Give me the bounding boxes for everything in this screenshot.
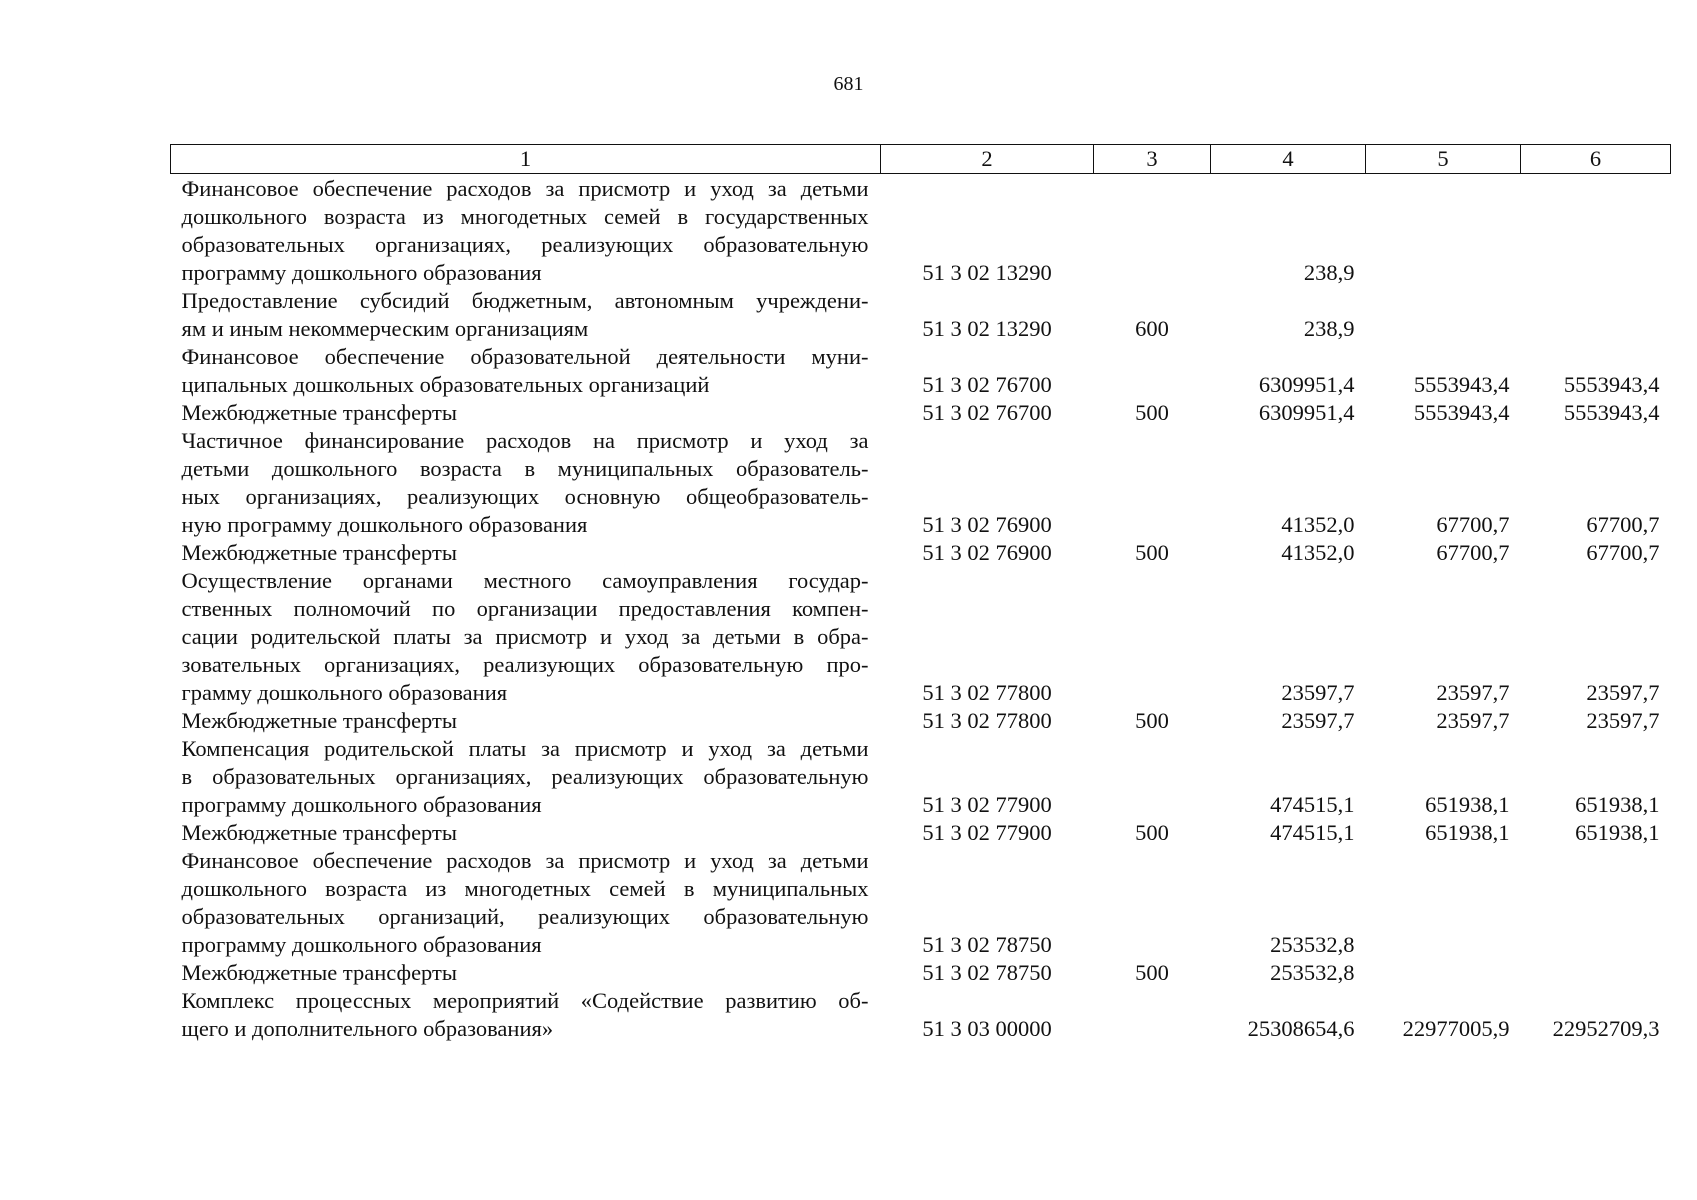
row-name-line: ципальных дошкольных образовательных организаций <box>181 372 710 397</box>
row-value-col4: 474515,1 <box>1270 820 1355 845</box>
header-col-5: 5 <box>1366 145 1521 174</box>
row-name-line: ственных полномочий по организации предоставления компен- <box>181 596 869 621</box>
row-name <box>171 427 881 539</box>
row-value-col6: 67700,7 <box>1586 512 1660 537</box>
row-name <box>171 343 881 399</box>
row-expense-type: 500 <box>1135 820 1169 845</box>
row-name-line: Межбюджетные трансферты <box>181 820 457 845</box>
table-row <box>171 174 1671 288</box>
row-name-line: программу дошкольного образования <box>181 932 542 957</box>
row-value-col6 <box>1521 959 1671 987</box>
row-name-line: в образовательных организациях, реализующих образовательную <box>181 764 869 789</box>
row-expense-type <box>1094 735 1211 819</box>
row-value-col6: 23597,7 <box>1586 680 1660 705</box>
row-value-col5: 67700,7 <box>1436 540 1510 565</box>
row-value-col4: 23597,7 <box>1281 680 1355 705</box>
row-name-line: образовательных организациях, реализующих образовательную <box>181 232 869 257</box>
header-row <box>171 145 1671 174</box>
table-row <box>171 343 1671 399</box>
row-expense-type: 500 <box>1135 400 1169 425</box>
row-code: 51 3 02 77800 <box>922 680 1052 705</box>
header-col-2: 2 <box>881 145 1094 174</box>
row-value-col6: 5553943,4 <box>1563 372 1660 397</box>
row-expense-type: 500 <box>1135 708 1169 733</box>
row-name <box>171 567 881 707</box>
row-name-line: детьми дошкольного возраста в муниципальных образователь- <box>181 456 869 481</box>
row-expense-type <box>1094 847 1211 959</box>
row-code: 51 3 02 76900 <box>922 512 1052 537</box>
table-header <box>171 145 1671 174</box>
row-code: 51 3 02 77900 <box>922 820 1052 845</box>
row-value-col5: 23597,7 <box>1436 680 1510 705</box>
page-number: 681 <box>833 73 864 95</box>
header-col-1: 1 <box>171 145 881 174</box>
row-expense-type <box>1094 567 1211 707</box>
row-code: 51 3 02 76900 <box>922 540 1052 565</box>
table-row <box>171 567 1671 707</box>
row-name <box>171 819 881 847</box>
row-code: 51 3 03 00000 <box>922 1016 1052 1041</box>
row-name <box>171 847 881 959</box>
row-value-col6 <box>1521 287 1671 343</box>
row-value-col5: 67700,7 <box>1436 512 1510 537</box>
row-name-line: программу дошкольного образования <box>181 260 542 285</box>
row-value-col5 <box>1366 847 1521 959</box>
row-value-col4: 474515,1 <box>1270 792 1355 817</box>
table-row <box>171 819 1671 847</box>
row-value-col4: 238,9 <box>1303 260 1355 285</box>
row-name-line: Частичное финансирование расходов на присмотр и уход за <box>181 428 869 453</box>
budget-table <box>170 144 1671 1043</box>
row-name-line: Предоставление субсидий бюджетным, автономным учреждени- <box>181 288 869 313</box>
row-expense-type: 500 <box>1135 960 1169 985</box>
table-body <box>171 174 1671 1044</box>
table-row <box>171 987 1671 1043</box>
row-name-line: сации родительской платы за присмотр и уход за детьми в обра- <box>181 624 869 649</box>
row-expense-type <box>1094 343 1211 399</box>
row-expense-type <box>1094 427 1211 539</box>
row-name-line: Комплекс процессных мероприятий «Содействие развитию об- <box>181 988 869 1013</box>
row-name-line: дошкольного возраста из многодетных семей в муниципальных <box>181 876 869 901</box>
row-code: 51 3 02 13290 <box>922 260 1052 285</box>
row-expense-type <box>1094 174 1211 288</box>
row-name-line: дошкольного возраста из многодетных семей в государственных <box>181 204 869 229</box>
row-name <box>171 987 881 1043</box>
row-expense-type: 500 <box>1135 540 1169 565</box>
row-code: 51 3 02 77800 <box>922 708 1052 733</box>
row-name-line: программу дошкольного образования <box>181 792 542 817</box>
row-name-line: Межбюджетные трансферты <box>181 400 457 425</box>
header-col-3: 3 <box>1094 145 1211 174</box>
row-name-line: образовательных организаций, реализующих образовательную <box>181 904 869 929</box>
header-col-4: 4 <box>1211 145 1366 174</box>
row-value-col5: 651938,1 <box>1425 820 1510 845</box>
row-value-col4: 253532,8 <box>1270 960 1355 985</box>
row-name <box>171 735 881 819</box>
row-expense-type: 600 <box>1135 316 1169 341</box>
row-code: 51 3 02 13290 <box>922 316 1052 341</box>
row-value-col5 <box>1366 959 1521 987</box>
table-row <box>171 287 1671 343</box>
row-value-col4: 6309951,4 <box>1258 372 1355 397</box>
row-value-col5: 5553943,4 <box>1413 400 1510 425</box>
row-name <box>171 707 881 735</box>
row-name-line: Межбюджетные трансферты <box>181 708 457 733</box>
table-row <box>171 539 1671 567</box>
row-value-col4: 23597,7 <box>1281 708 1355 733</box>
row-value-col4: 41352,0 <box>1281 512 1355 537</box>
row-name-line: Финансовое обеспечение расходов за присмотр и уход за детьми <box>181 176 869 201</box>
row-value-col6: 23597,7 <box>1586 708 1660 733</box>
row-value-col6: 67700,7 <box>1586 540 1660 565</box>
row-value-col5: 5553943,4 <box>1413 372 1510 397</box>
row-name-line: зовательных организациях, реализующих образовательную про- <box>181 652 869 677</box>
row-value-col4: 238,9 <box>1303 316 1355 341</box>
row-name-line: Финансовое обеспечение расходов за присмотр и уход за детьми <box>181 848 869 873</box>
row-name-line: Межбюджетные трансферты <box>181 540 457 565</box>
table-row <box>171 959 1671 987</box>
row-value-col6: 651938,1 <box>1575 820 1660 845</box>
row-name <box>171 539 881 567</box>
row-value-col5: 23597,7 <box>1436 708 1510 733</box>
row-code: 51 3 02 78750 <box>922 960 1052 985</box>
row-name <box>171 174 881 288</box>
row-code: 51 3 02 76700 <box>922 372 1052 397</box>
row-value-col6: 651938,1 <box>1575 792 1660 817</box>
row-value-col5 <box>1366 174 1521 288</box>
table-row <box>171 847 1671 959</box>
row-name-line: ям и иным некоммерческим организациям <box>181 316 589 341</box>
row-name-line: ную программу дошкольного образования <box>181 512 588 537</box>
row-value-col5: 651938,1 <box>1425 792 1510 817</box>
row-value-col6 <box>1521 174 1671 288</box>
table-row <box>171 735 1671 819</box>
row-value-col4: 25308654,6 <box>1247 1016 1355 1041</box>
table-row <box>171 399 1671 427</box>
row-value-col5: 22977005,9 <box>1402 1016 1510 1041</box>
row-name-line: грамму дошкольного образования <box>181 680 508 705</box>
row-value-col6 <box>1521 847 1671 959</box>
row-value-col6: 5553943,4 <box>1563 400 1660 425</box>
row-code: 51 3 02 76700 <box>922 400 1052 425</box>
row-name-line: Компенсация родительской платы за присмотр и уход за детьми <box>181 736 869 761</box>
row-expense-type <box>1094 987 1211 1043</box>
row-value-col4: 6309951,4 <box>1258 400 1355 425</box>
row-name <box>171 959 881 987</box>
header-col-6: 6 <box>1521 145 1671 174</box>
table-row <box>171 427 1671 539</box>
table-row <box>171 707 1671 735</box>
row-name-line: Осуществление органами местного самоуправления государ- <box>181 568 869 593</box>
row-name-line: щего и дополнительного образования» <box>181 1016 554 1041</box>
row-name-line: Межбюджетные трансферты <box>181 960 457 985</box>
row-value-col6: 22952709,3 <box>1552 1016 1660 1041</box>
row-name-line: ных организациях, реализующих основную общеобразователь- <box>181 484 869 509</box>
row-name-line: Финансовое обеспечение образовательной деятельности муни- <box>181 344 869 369</box>
row-code: 51 3 02 77900 <box>922 792 1052 817</box>
row-code: 51 3 02 78750 <box>922 932 1052 957</box>
row-name <box>171 399 881 427</box>
row-name <box>171 287 881 343</box>
row-value-col5 <box>1366 287 1521 343</box>
row-value-col4: 253532,8 <box>1270 932 1355 957</box>
row-value-col4: 41352,0 <box>1281 540 1355 565</box>
